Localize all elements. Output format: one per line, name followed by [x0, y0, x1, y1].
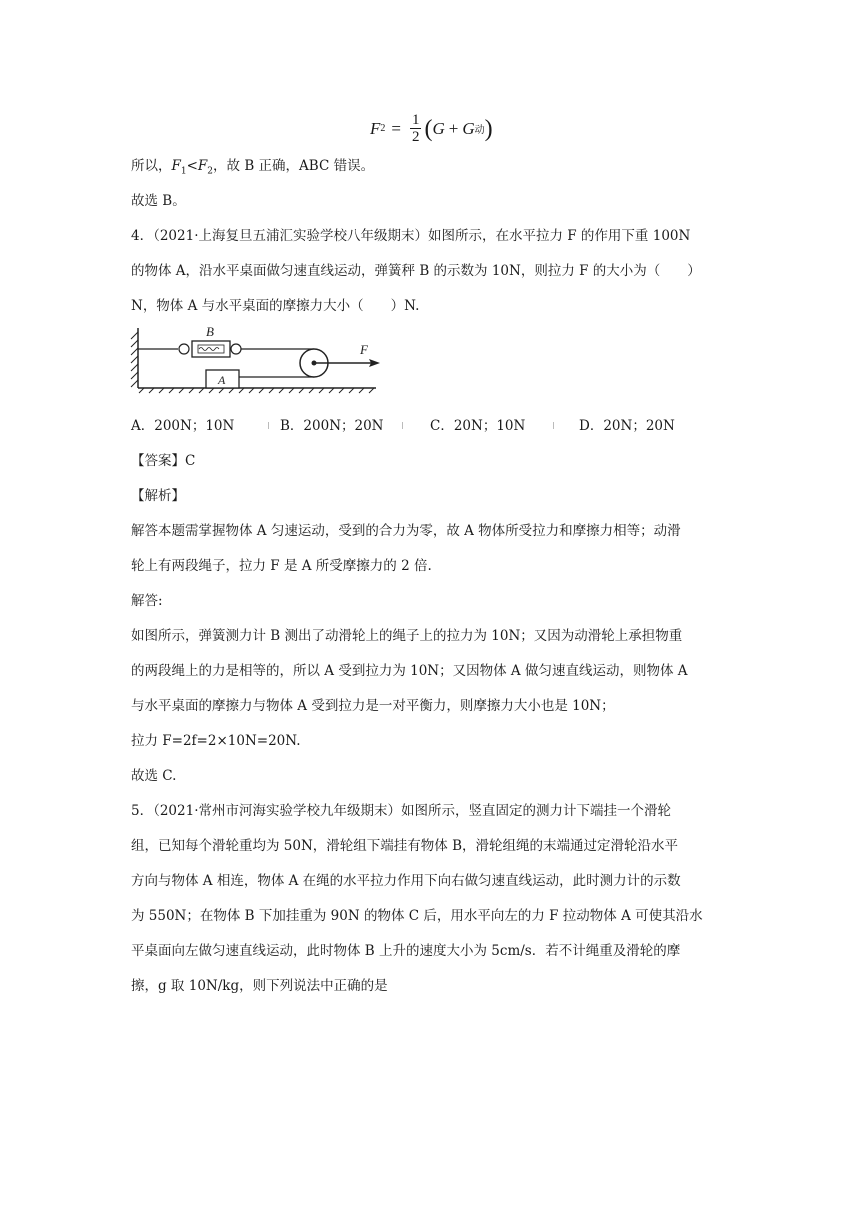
option-d: D．20N；20N: [579, 418, 675, 434]
q4-line-3: N，物体 A 与水平桌面的摩擦力大小（ ）N.: [131, 298, 420, 314]
solve-line-1: 如图所示，弹簧测力计 B 测出了动滑轮上的绳子上的拉力为 10N；又因为动滑轮上承担物重: [131, 628, 683, 644]
option-separator: [402, 422, 403, 429]
q4-line-1: 4．（2021·上海复旦五浦汇实验学校八年级期末）如图所示，在水平拉力 F 的作用下重 100N: [131, 228, 691, 244]
label-a: A: [218, 373, 226, 387]
analysis-label: 【解析】: [131, 488, 185, 504]
formula-plus: +: [448, 118, 459, 138]
fraction-numerator: 1: [411, 112, 420, 128]
right-paren: ): [484, 115, 493, 142]
q5-line-6: 擦，g 取 10N/kg，则下列说法中正确的是: [131, 978, 388, 994]
left-paren: (: [424, 115, 433, 142]
option-separator: [553, 422, 554, 429]
solve-line-4: 拉力 F=2f=2×10N=20N.: [131, 733, 301, 749]
analysis-line-2: 轮上有两段绳子，拉力 F 是 A 所受摩擦力的 2 倍.: [131, 558, 432, 574]
formula-lhs-sub: 2: [380, 123, 386, 134]
label-b: B: [206, 324, 214, 339]
answer-label: 【答案】C: [131, 453, 196, 469]
formula-g: G: [432, 118, 445, 138]
conclusion-prefix: 所以，: [131, 158, 172, 174]
q4-line-2: 的物体 A，沿水平桌面做匀速直线运动，弹簧秤 B 的示数为 10N，则拉力 F 的大小为（ ）: [131, 263, 701, 279]
conclusion-f1: F: [171, 158, 181, 174]
option-a: A．200N；10N: [131, 418, 235, 434]
solve-line-3: 与水平桌面的摩擦力与物体 A 受到拉力是一对平衡力，则摩擦力大小也是 10N；: [131, 698, 615, 714]
q5-line-4: 为 550N；在物体 B 下加挂重为 90N 的物体 C 后，用水平向左的力 F 拉动物体 A 可使其沿水: [131, 908, 703, 924]
conclusion-suffix: ，故 B 正确，ABC 错误。: [213, 158, 375, 174]
solve-label: 解答:: [131, 593, 163, 609]
conclusion-f2: F: [197, 158, 208, 174]
formula-lhs: F: [370, 118, 381, 138]
q5-line-3: 方向与物体 A 相连，物体 A 在绳的水平拉力作用下向右做匀速直线运动，此时测力计的示数: [131, 873, 681, 889]
choose-b-line: 故选 B。: [131, 193, 186, 209]
label-f: F: [360, 342, 368, 357]
formula-f2: [370, 112, 493, 145]
option-c: C．20N；10N: [430, 418, 526, 434]
option-b: B．200N；20N: [280, 418, 384, 434]
formula-fraction: [410, 112, 422, 145]
q5-line-2: 组，已知每个滑轮重均为 50N，滑轮组下端挂有物体 B，滑轮组绳的末端通过定滑轮沿水平: [131, 838, 678, 854]
analysis-line-1: 解答本题需掌握物体 A 匀速运动，受到的合力为零，故 A 物体所受拉力和摩擦力相等；动滑: [131, 523, 681, 539]
conclusion-f1-sub: 1: [180, 166, 187, 177]
choose-c-line: 故选 C.: [131, 768, 177, 784]
pulley-figure: [128, 322, 390, 394]
option-separator: [268, 422, 269, 429]
q5-line-5: 平桌面向左做匀速直线运动，此时物体 B 上升的速度大小为 5cm/s．若不计绳重及滑轮的摩: [131, 943, 681, 959]
formula-g2: G: [462, 118, 475, 138]
conclusion-line: [131, 156, 374, 182]
conclusion-lt: <: [186, 158, 198, 174]
formula-g2-sub: 动: [474, 125, 485, 136]
q5-line-1: 5．（2021·常州市河海实验学校九年级期末）如图所示，竖直固定的测力计下端挂一个滑轮: [131, 803, 671, 819]
fraction-denominator: 2: [411, 129, 420, 145]
solve-line-2: 的两段绳上的力是相等的，所以 A 受到拉力为 10N；又因物体 A 做匀速直线运动，则物体 A: [131, 663, 688, 679]
conclusion-f2-sub: 2: [207, 166, 214, 177]
formula-eq: =: [391, 118, 401, 138]
